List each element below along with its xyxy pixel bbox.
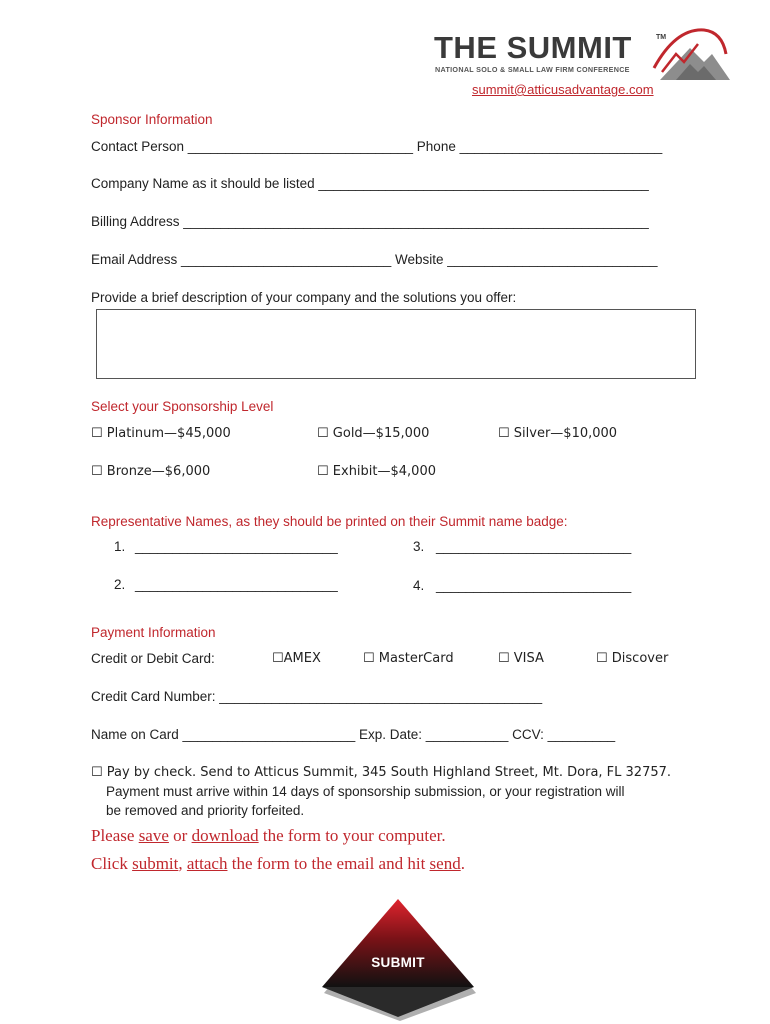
card-type-label: Credit or Debit Card: <box>91 651 215 666</box>
rep-name-field-1[interactable]: ___________________________ <box>135 539 338 554</box>
instruction-text: or <box>168 826 192 845</box>
contact-email-link[interactable]: summit@atticusadvantage.com <box>472 82 654 97</box>
sponsor-info-heading: Sponsor Information <box>91 112 213 127</box>
sponsorship-heading: Select your Sponsorship Level <box>91 399 274 414</box>
summit-logo <box>430 24 730 84</box>
instruction-text: Please <box>91 826 139 845</box>
instruction-text: , <box>178 854 187 873</box>
description-prompt: Provide a brief description of your company and the solutions you offer: <box>91 290 517 305</box>
save-instruction <box>91 826 446 846</box>
silver-checkbox[interactable]: ☐ Silver—$10,000 <box>498 426 618 441</box>
rep-name-field-4[interactable]: __________________________ <box>436 578 632 593</box>
bronze-checkbox[interactable]: ☐ Bronze—$6,000 <box>91 464 211 479</box>
discover-checkbox[interactable]: ☐ Discover <box>596 651 669 666</box>
instruction-text: the form to your computer. <box>258 826 446 845</box>
company-name-field[interactable]: Company Name as it should be listed ____________________________________________ <box>91 176 649 191</box>
rep-number-1: 1. <box>114 539 126 554</box>
check-note-line-2: Payment must arrive within 14 days of sponsorship submission, or your registration will <box>106 784 625 799</box>
gold-checkbox[interactable]: ☐ Gold—$15,000 <box>317 426 430 441</box>
logo-trademark: TM <box>656 34 667 41</box>
rep-number-3: 3. <box>413 539 425 554</box>
rep-number-4: 4. <box>413 578 425 593</box>
amex-checkbox[interactable]: ☐AMEX <box>272 651 321 666</box>
save-link[interactable]: save <box>138 826 169 845</box>
card-number-field[interactable]: Credit Card Number: ___________________________________________ <box>91 689 543 704</box>
logo-subtitle: NATIONAL SOLO & SMALL LAW FIRM CONFERENCE <box>435 65 630 74</box>
card-name-exp-ccv-field[interactable]: Name on Card _______________________ Exp. Date: ___________ CCV: _________ <box>91 727 616 742</box>
platinum-checkbox[interactable]: ☐ Platinum—$45,000 <box>91 426 231 441</box>
exhibit-checkbox[interactable]: ☐ Exhibit—$4,000 <box>317 464 436 479</box>
rep-number-2: 2. <box>114 577 126 592</box>
payment-heading: Payment Information <box>91 625 216 640</box>
visa-checkbox[interactable]: ☐ VISA <box>498 651 544 666</box>
description-textarea[interactable] <box>96 309 696 379</box>
submit-link[interactable]: submit <box>132 854 179 873</box>
email-website-field[interactable]: Email Address ____________________________ Website ____________________________ <box>91 252 658 267</box>
instruction-text: the form to the email and hit <box>227 854 430 873</box>
submit-button[interactable] <box>318 895 478 1024</box>
instruction-text: . <box>460 854 465 873</box>
contact-phone-field[interactable]: Contact Person ______________________________ Phone ___________________________ <box>91 139 663 154</box>
representatives-heading: Representative Names, as they should be printed on their Summit name badge: <box>91 514 568 529</box>
attach-link[interactable]: attach <box>186 854 228 873</box>
check-note-line-3: be removed and priority forfeited. <box>106 803 305 818</box>
instruction-text: Click <box>91 854 133 873</box>
submit-label: SUBMIT <box>371 955 425 970</box>
submit-instruction <box>91 854 465 874</box>
send-link[interactable]: send <box>429 854 461 873</box>
logo-title: THE SUMMIT <box>434 30 632 65</box>
billing-address-field[interactable]: Billing Address ______________________________________________________________ <box>91 214 649 229</box>
mastercard-checkbox[interactable]: ☐ MasterCard <box>363 651 454 666</box>
rep-name-field-3[interactable]: __________________________ <box>436 539 632 554</box>
download-link[interactable]: download <box>191 826 259 845</box>
pay-by-check-checkbox[interactable]: ☐ Pay by check. Send to Atticus Summit, 345 South Highland Street, Mt. Dora, FL 32757. <box>91 765 672 780</box>
rep-name-field-2[interactable]: ___________________________ <box>135 577 338 592</box>
mountain-logo-icon <box>646 24 730 82</box>
